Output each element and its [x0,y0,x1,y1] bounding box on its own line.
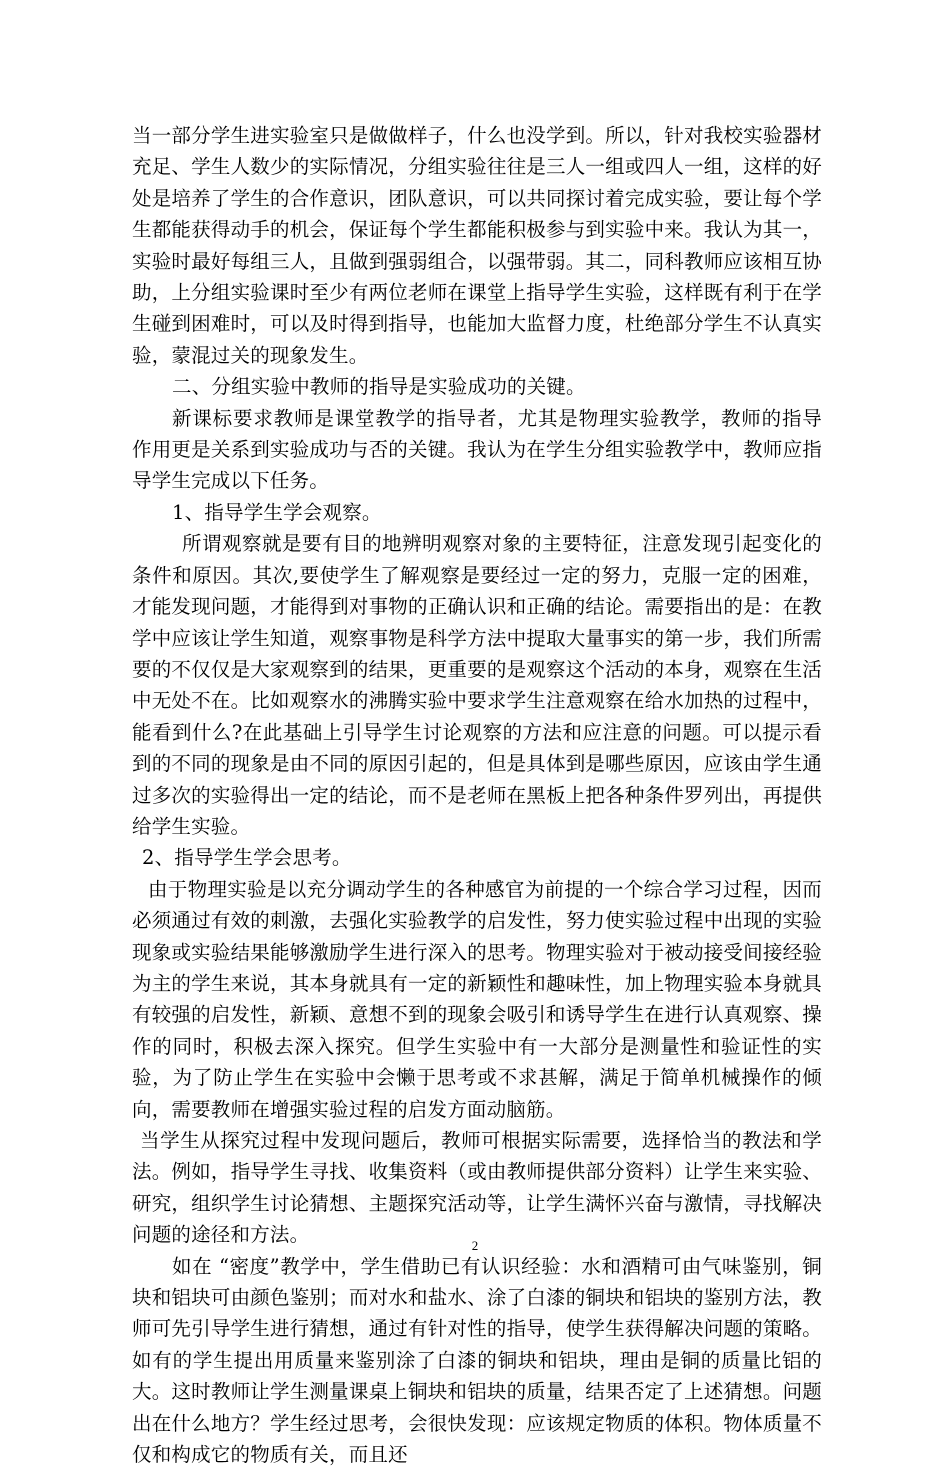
paragraph-density-example: 如在 “密度”教学中，学生借助已有认识经验：水和酒精可由气味鉴别，铜块和铝块可由颜色鉴别；而对水和盐水、涂了白漆的铜块和铝块的鉴别方法，教师可先引导学生进行猜想，通过有针对性的指导，使学生获得解决问题的策略。如有的学生提出用质量来鉴别涂了白漆的铜块和铝块，理由是铜的质量比铝的大。这时教师让学生测量课桌上铜块和铝块的质量，结果否定了上述猜想。问题出在什么地方？学生经过思考，会很快发现：应该规定物质的体积。物体质量不仅和构成它的物质有关，而且还 [132,1254,822,1467]
paragraph-thinking: 由于物理实验是以充分调动学生的各种感官为前提的一个综合学习过程，因而必须通过有效的刺激，去强化实验教学的启发性，努力使实验过程中出现的实验现象或实验结果能够激励学生进行深入的思考。物理实验对于被动接受间接经验为主的学生来说，其本身就具有一定的新颖性和趣味性，加上物理实验本身就具有较强的启发性，新颖、意想不到的现象会吸引和诱导学生在进行认真观察、操作的同时，积极去深入探究。但学生实验中有一大部分是测量性和验证性的实验，为了防止学生在实验中会懒于思考或不求甚解，满足于简单机械操作的倾向，需要教师在增强实验过程的启发方面动脑筋。 [132,877,822,1121]
paragraph-observation: 所谓观察就是要有目的地辨明观察对象的主要特征，注意发现引起变化的条件和原因。其次,要使学生了解观察是要经过一定的努力，克服一定的困难，才能发现问题，才能得到对事物的正确认识和正确的结论。需要指出的是：在教学中应该让学生知道，观察事物是科学方法中提取大量事实的第一步，我们所需要的不仅仅是大家观察到的结果，更重要的是观察这个活动的本身，观察在生活中无处不在。比如观察水的沸腾实验中要求学生注意观察在给水加热的过程中，能看到什么?在此基础上引导学生讨论观察的方法和应注意的问题。可以提示看到的不同的现象是由不同的原因引起的，但是具体到是哪些原因，应该由学生通过多次的实验得出一定的结论，而不是老师在黑板上把各种条件罗列出，再提供给学生实验。 [132,532,822,838]
page-number: 2 [471,1238,479,1253]
paragraph-curriculum: 新课标要求教师是课堂教学的指导者，尤其是物理实验教学，教师的指导作用更是关系到实验成功与否的关键。我认为在学生分组实验教学中，教师应指导学生完成以下任务。 [132,406,822,493]
paragraph-teaching-methods: 当学生从探究过程中发现问题后，教师可根据实际需要，选择恰当的教法和学法。例如，指导学生寻找、收集资料（或由教师提供部分资料）让学生来实验、研究，组织学生讨论猜想、主题探究活动等，让学生满怀兴奋与激情，寻找解决问题的途径和方法。 [132,1129,822,1247]
subheading-observation: 1、指导学生学会观察。 [172,500,382,524]
paragraph-group-work: 当一部分学生进实验室只是做做样子，什么也没学到。所以，针对我校实验器材充足、学生人数少的实际情况，分组实验往往是三人一组或四人一组，这样的好处是培养了学生的合作意识，团队意识，可以共同探讨着完成实验，要让每个学生都能获得动手的机会，保证每个学生都能积极参与到实验中来。我认为其一，实验时最好每组三人，且做到强弱组合，以强带弱。其二，同科教师应该相互协助，上分组实验课时至少有两位老师在课堂上指导学生实验，这样既有利于在学生碰到困难时，可以及时得到指导，也能加大监督力度，杜绝部分学生不认真实验，蒙混过关的现象发生。 [132,124,822,367]
section-heading-teacher-guidance: 二、分组实验中教师的指导是实验成功的关键。 [172,375,586,399]
subheading-thinking: 2、指导学生学会思考。 [142,846,352,870]
document-body [132,120,822,1470]
